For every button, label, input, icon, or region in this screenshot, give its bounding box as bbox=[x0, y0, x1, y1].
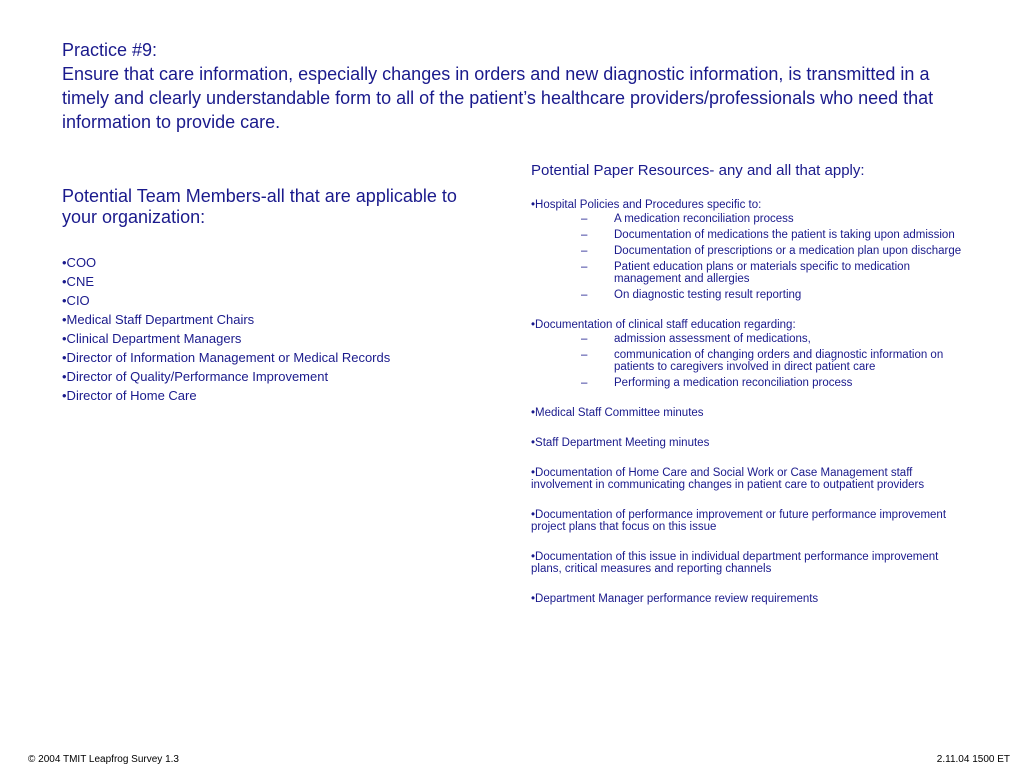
resource-item: •Documentation of Home Care and Social Work or Case Management staff involvement in communicating changes in patient care to outpatient providers bbox=[531, 467, 925, 491]
list-item: •Clinical Department Managers bbox=[62, 331, 242, 346]
practice-statement: Ensure that care information, especially changes in orders and new diagnostic information, is transmitted in a timely and clearly understandable form to all of the patient’s healthcare providers/professionals who need that information to provide care. bbox=[62, 64, 934, 132]
resource-item: •Hospital Policies and Procedures specific to: bbox=[531, 199, 762, 211]
resource-sub-item bbox=[531, 333, 971, 345]
resource-item: •Medical Staff Committee minutes bbox=[531, 407, 704, 419]
resource-item: •Documentation of performance improvement or future performance improvement project plans that focus on this issue bbox=[531, 509, 947, 533]
dash-bullet: – bbox=[581, 333, 588, 345]
resource-item: •Documentation of clinical staff education regarding: bbox=[531, 319, 796, 331]
list-item: •Medical Staff Department Chairs bbox=[62, 312, 255, 327]
team-members-heading: Potential Team Members-all that are applicable to your organization: bbox=[62, 186, 457, 227]
resource-item: •Staff Department Meeting minutes bbox=[531, 437, 710, 449]
sub-item-text: A medication reconciliation process bbox=[614, 213, 794, 225]
resource-item: •Department Manager performance review requirements bbox=[531, 593, 819, 605]
resource-sub-item bbox=[531, 377, 971, 389]
resource-sub-list bbox=[531, 333, 971, 389]
resource-item: •Documentation of this issue in individual department performance improvement plans, critical measures and reporting channels bbox=[531, 551, 939, 575]
resource-group bbox=[531, 467, 971, 491]
sub-item-text: Performing a medication reconciliation process bbox=[614, 377, 853, 389]
resource-group bbox=[531, 199, 971, 301]
resource-group bbox=[531, 407, 971, 419]
resource-sub-item bbox=[531, 213, 971, 225]
resource-sub-item bbox=[531, 261, 971, 285]
resource-group bbox=[531, 593, 971, 605]
dash-bullet: – bbox=[581, 349, 588, 361]
practice-number: Practice #9: bbox=[62, 40, 158, 60]
dash-bullet: – bbox=[581, 229, 588, 241]
date-footer: 2.11.04 1500 ET bbox=[936, 754, 1010, 765]
resource-group bbox=[531, 551, 971, 575]
list-item: •CIO bbox=[62, 293, 90, 308]
list-item: •Director of Information Management or Medical Records bbox=[62, 350, 391, 365]
sub-item-text: Patient education plans or materials specific to medication management and allergies bbox=[614, 261, 910, 285]
resource-sub-list bbox=[531, 213, 971, 301]
resource-sub-item bbox=[531, 349, 971, 373]
sub-item-text: On diagnostic testing result reporting bbox=[614, 289, 802, 301]
paper-resources-heading: Potential Paper Resources- any and all that apply: bbox=[531, 162, 865, 179]
resource-sub-item bbox=[531, 245, 971, 257]
resource-group bbox=[531, 437, 971, 449]
sub-item-text: Documentation of prescriptions or a medication plan upon discharge bbox=[614, 245, 962, 257]
resource-sub-item bbox=[531, 289, 971, 301]
dash-bullet: – bbox=[581, 377, 588, 389]
resource-group bbox=[531, 319, 971, 389]
team-members-list bbox=[62, 253, 492, 405]
sub-item-text: communication of changing orders and diagnostic information on patients to caregivers involved in direct patient care bbox=[614, 349, 944, 373]
paper-resources-list bbox=[531, 199, 971, 623]
list-item: •CNE bbox=[62, 274, 94, 289]
resource-group bbox=[531, 509, 971, 533]
page-title bbox=[62, 38, 962, 134]
resource-sub-item bbox=[531, 229, 971, 241]
list-item: •Director of Home Care bbox=[62, 388, 197, 403]
list-item: •COO bbox=[62, 255, 97, 270]
sub-item-text: Documentation of medications the patient is taking upon admission bbox=[614, 229, 955, 241]
sub-item-text: admission assessment of medications, bbox=[614, 333, 811, 345]
list-item: •Director of Quality/Performance Improvement bbox=[62, 369, 329, 384]
dash-bullet: – bbox=[581, 213, 588, 225]
copyright-footer: © 2004 TMIT Leapfrog Survey 1.3 bbox=[28, 754, 179, 765]
dash-bullet: – bbox=[581, 289, 588, 301]
dash-bullet: – bbox=[581, 261, 588, 273]
dash-bullet: – bbox=[581, 245, 588, 257]
